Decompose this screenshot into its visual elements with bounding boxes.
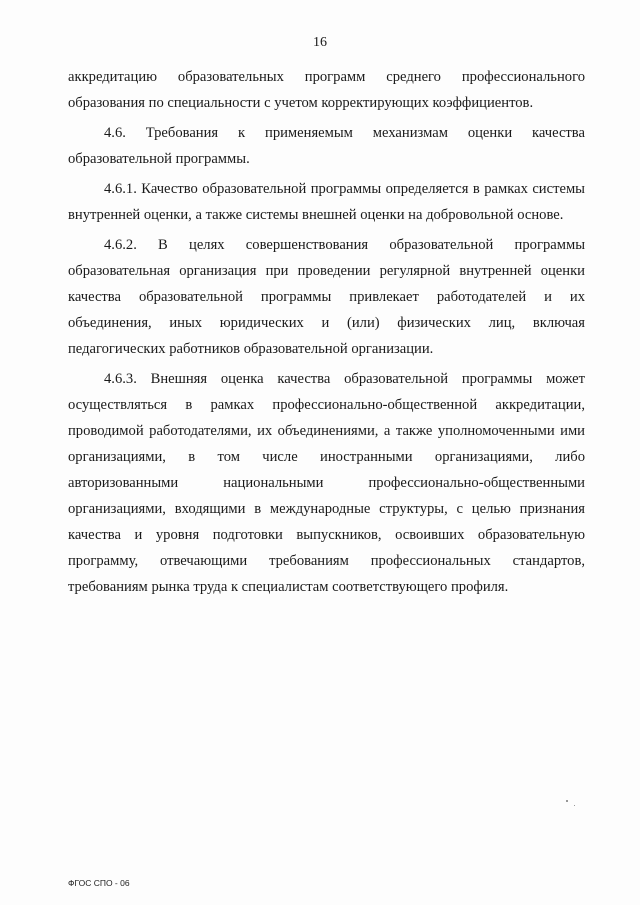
scan-speck — [574, 805, 575, 806]
paragraph-4-6: 4.6. Требования к применяемым механизмам оценки качества образовательной программы. — [68, 125, 585, 167]
scan-speck — [566, 800, 568, 802]
page-number: 16 — [313, 35, 327, 50]
paragraph-continuation: аккредитацию образовательных программ среднего профессионального образования по специальности с учетом корректирующих коэффициентов. — [68, 69, 585, 111]
document-body — [68, 64, 585, 604]
paragraph-4-6-2: 4.6.2. В целях совершенствования образовательной программы образовательная организация при проведении регулярной внутренней оценки качества образовательной программы привлекает работодателей и их объединения, иных юридических и (или) физических лиц, включая педагогических работников образовательной организации. — [68, 237, 585, 357]
footer-code: ФГОС СПО - 06 — [68, 878, 130, 888]
paragraph-4-6-3: 4.6.3. Внешняя оценка качества образовательной программы может осуществляться в рамках профессионально-общественной аккредитации, проводимой работодателями, их объединениями, а также уполномоченными ими организациями, в том числе иностранными организациями, либо авторизованными национальными профессионально-общественными организациями, входящими в международные структуры, с целью признания качества и уровня подготовки выпускников, освоивших образовательную программу, отвечающими требованиям профессиональных стандартов, требованиям рынка труда к специалистам соответствующего профиля. — [68, 371, 585, 595]
paragraph-4-6-1: 4.6.1. Качество образовательной программы определяется в рамках системы внутренней оценки, а также системы внешней оценки на добровольной основе. — [68, 181, 585, 223]
